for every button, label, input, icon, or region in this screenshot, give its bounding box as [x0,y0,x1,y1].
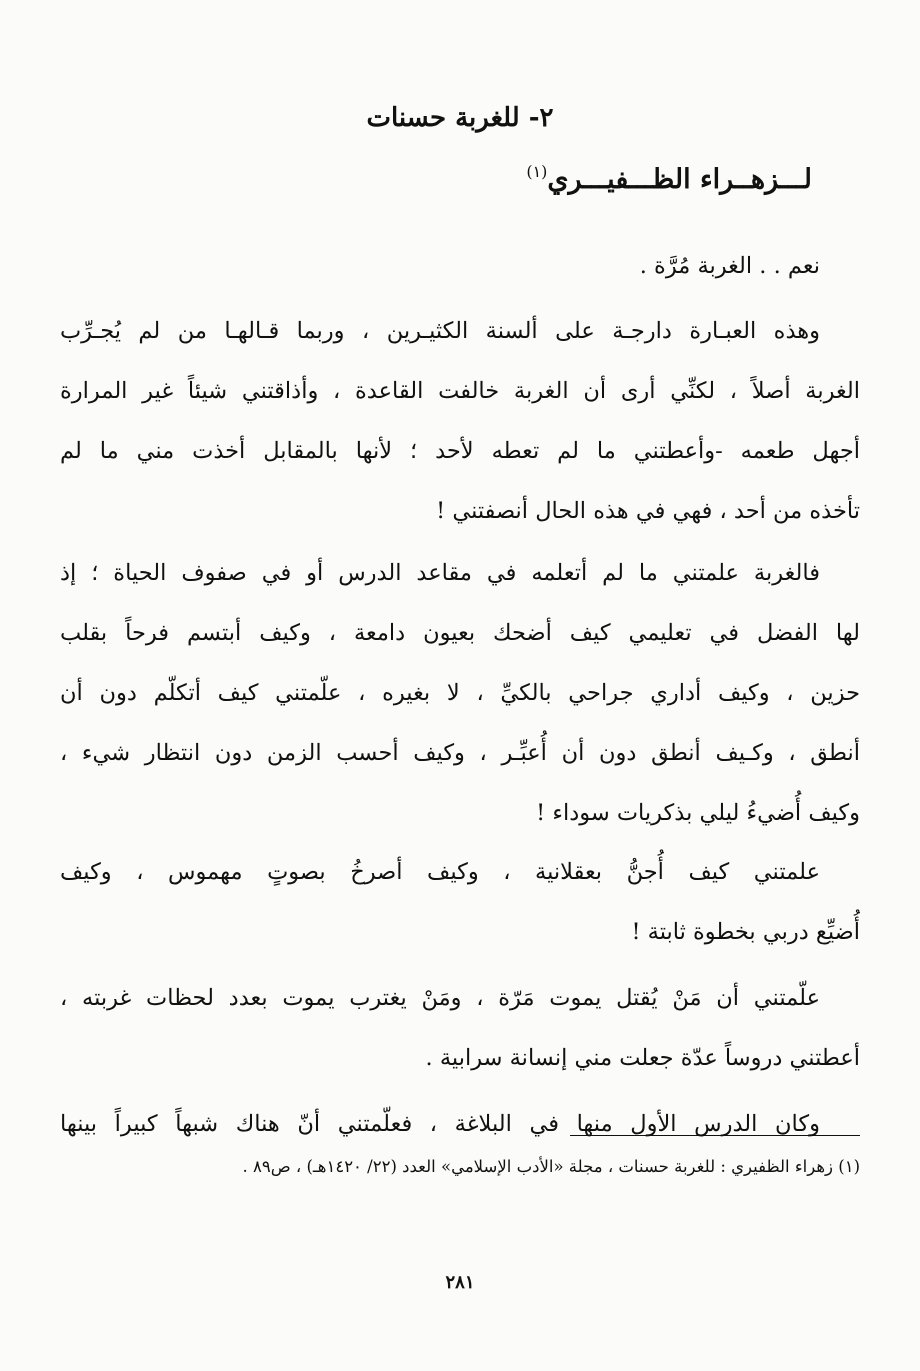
paragraph [60,236,860,296]
footnote-marker: (١) [526,162,548,181]
text-line: أجهل طعمه -وأعطتني ما لم تعطه لأحد ؛ لأنها بالمقابل أخذت مني ما لم [60,438,860,464]
text-line: الغربة أصلاً ، لكنِّي أرى أن الغربة خالفت القاعدة ، وأذاقتني شيئاً غير المرارة [60,378,860,404]
text-line: أنطق ، وكـيف أنطق دون أن أُعبِّـر ، وكيف أحسب الزمن دون انتظار شيء ، [60,740,860,766]
article-title: ٢- للغربة حسنات [366,103,554,133]
footnote: (١) زهراء الظفيري : للغربة حسنات ، مجلة «الأدب الإسلامي» العدد (٢٢/ ١٤٢٠هـ) ، ص٨٩ . [242,1157,860,1176]
text-line: وهذه العبـارة دارجـة على ألسنة الكثيـرين ، وربما قـالهـا من لم يُجـرِّب [60,318,820,344]
text-line: حزين ، وكيف أداري جراحي بالكيِّ ، لا بغيره ، علّمتني كيف أتكلّم دون أن [60,680,860,706]
page-number: ٢٨١ [445,1272,475,1293]
text-line: وكان الدرس الأول منها في البلاغة ، فعلّمتني أنّ هناك شبهاً كبيراً بينها [60,1111,820,1137]
text-line: لها الفضل في تعليمي كيف أضحك بعيون دامعة ، وكيف أبتسم فرحاً بقلب [60,620,860,646]
paragraph [60,968,860,1088]
text-line: أُضيِّع دربي بخطوة ثابتة ! [631,919,860,945]
text-line: وكيف أُضيءُ ليلي بذكريات سوداء ! [536,800,860,826]
text-line: أعطتني دروساً عدّة جعلت مني إنسانة سرابية . [425,1045,860,1071]
footnote-divider [570,1135,860,1136]
text-line: فالغربة علمتني ما لم أتعلمه في مقاعد الدرس أو في صفوف الحياة ؛ إذ [60,560,820,586]
paragraph [60,543,860,843]
paragraph [60,1094,860,1154]
paragraph [60,842,860,962]
author-name: لـــزهــراء الظـــفيـــري [547,164,812,195]
text-line: علّمتني أن مَنْ يُقتل يموت مَرّة ، ومَنْ يغترب يموت بعدد لحظات غربته ، [60,985,820,1011]
paragraph [60,301,860,541]
author-byline [526,160,812,200]
text-line: علمتني كيف أُجنُّ بعقلانية ، وكيف أصرخُ بصوتٍ مهموس ، وكيف [60,859,820,885]
text-line: نعم . . الغربة مُرَّة . [639,253,820,279]
text-line: تأخذه من أحد ، فهي في هذه الحال أنصفتني ! [436,498,860,524]
